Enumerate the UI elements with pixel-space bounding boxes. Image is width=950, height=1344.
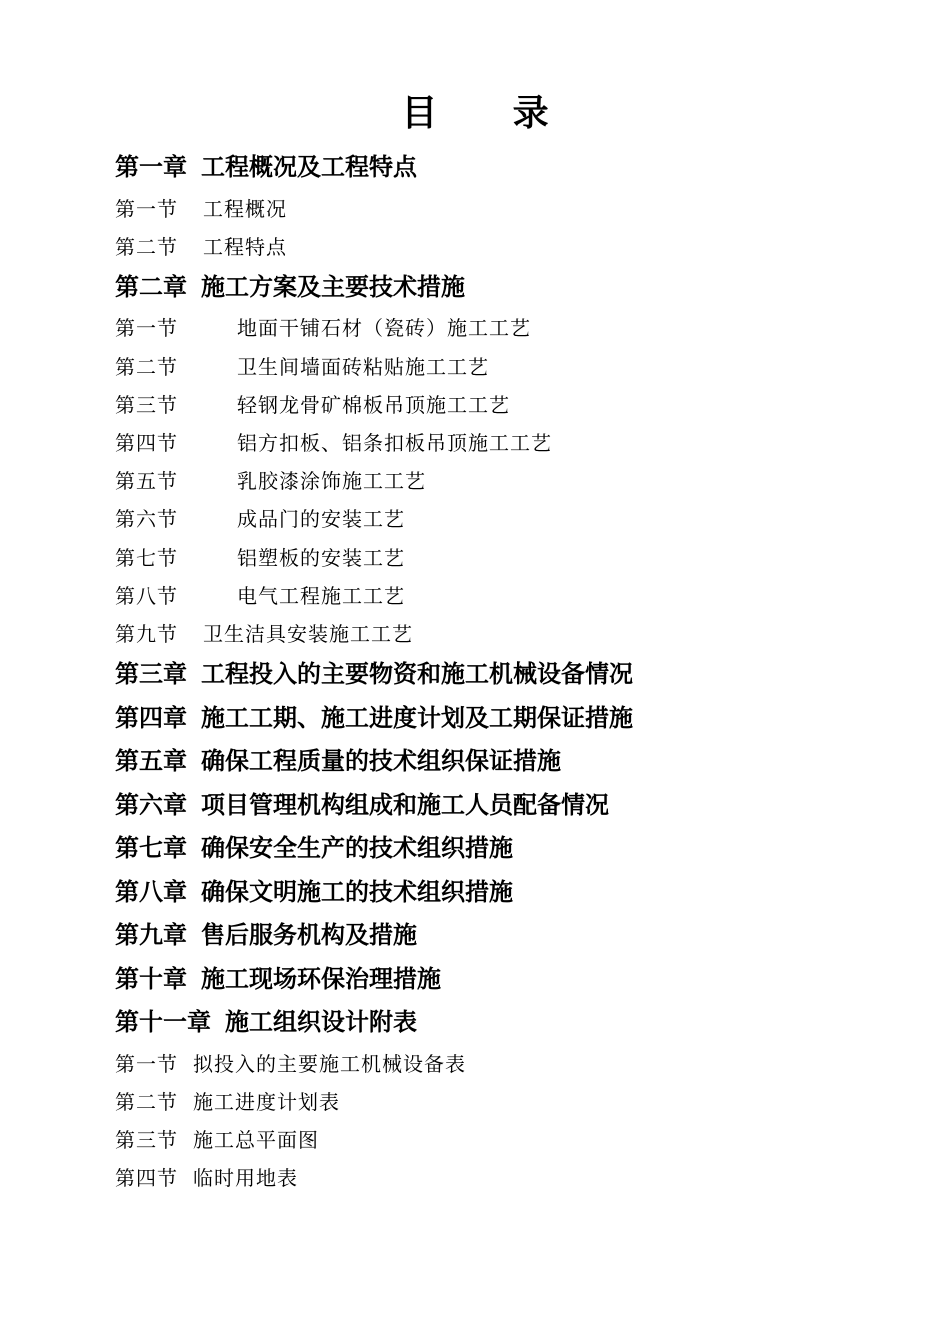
toc-chapter[interactable]	[115, 871, 915, 915]
toc-section[interactable]	[115, 348, 915, 386]
section-number: 第一节	[115, 196, 178, 221]
toc-chapter[interactable]	[115, 1001, 915, 1045]
section-number: 第三节	[115, 1127, 178, 1152]
section-title: 铝塑板的安装工艺	[237, 545, 405, 570]
section-title: 轻钢龙骨矿棉板吊顶施工工艺	[237, 392, 510, 417]
toc-section[interactable]	[115, 424, 915, 462]
section-number: 第八节	[115, 583, 178, 608]
section-title: 施工总平面图	[193, 1127, 319, 1152]
chapter-title: 项目管理机构组成和施工人员配备情况	[201, 790, 609, 819]
toc-section[interactable]	[115, 386, 915, 424]
toc-chapter[interactable]	[115, 146, 915, 190]
toc-section[interactable]	[115, 190, 915, 228]
toc-section[interactable]	[115, 1045, 915, 1083]
chapter-title: 确保安全生产的技术组织措施	[201, 834, 513, 863]
section-number: 第二节	[115, 234, 178, 259]
section-title: 铝方扣板、铝条扣板吊顶施工工艺	[237, 430, 552, 455]
chapter-number: 第十一章	[115, 1008, 211, 1037]
section-number: 第一节	[115, 316, 178, 341]
chapter-title: 工程概况及工程特点	[201, 153, 417, 181]
toc-section[interactable]	[115, 577, 915, 615]
toc-chapter[interactable]	[115, 740, 915, 784]
chapter-title: 施工工期、施工进度计划及工期保证措施	[201, 703, 633, 732]
toc-section[interactable]	[115, 539, 915, 577]
toc-chapter[interactable]	[115, 827, 915, 871]
chapter-number: 第三章	[115, 660, 187, 689]
section-number: 第九节	[115, 621, 178, 646]
chapter-number: 第十章	[115, 964, 187, 993]
toc-section[interactable]	[115, 1159, 915, 1197]
toc-chapter[interactable]	[115, 266, 915, 310]
chapter-title: 售后服务机构及措施	[201, 921, 417, 950]
section-title: 工程特点	[203, 234, 287, 259]
chapter-title: 确保文明施工的技术组织措施	[201, 877, 513, 906]
section-number: 第三节	[115, 392, 178, 417]
chapter-title: 施工组织设计附表	[225, 1008, 417, 1037]
toc-chapter[interactable]	[115, 784, 915, 828]
toc-section[interactable]	[115, 1121, 915, 1159]
section-number: 第五节	[115, 469, 178, 494]
section-title: 卫生洁具安装施工工艺	[203, 621, 413, 646]
section-number: 第四节	[115, 1166, 178, 1191]
chapter-number: 第五章	[115, 747, 187, 776]
toc-section[interactable]	[115, 615, 915, 653]
chapter-title: 确保工程质量的技术组织保证措施	[201, 747, 561, 776]
section-number: 第四节	[115, 430, 178, 455]
section-title: 工程概况	[203, 196, 287, 221]
section-number: 第二节	[115, 1089, 178, 1114]
toc-chapter[interactable]	[115, 958, 915, 1002]
section-title: 拟投入的主要施工机械设备表	[193, 1051, 466, 1076]
section-title: 成品门的安装工艺	[237, 507, 405, 532]
section-title: 电气工程施工工艺	[237, 583, 405, 608]
toc-chapter[interactable]	[115, 697, 915, 741]
chapter-number: 第六章	[115, 790, 187, 819]
toc-section[interactable]	[115, 1083, 915, 1121]
toc-section[interactable]	[115, 309, 915, 347]
chapter-title: 工程投入的主要物资和施工机械设备情况	[201, 660, 633, 689]
chapter-number: 第九章	[115, 921, 187, 950]
section-number: 第二节	[115, 354, 178, 379]
chapter-number: 第七章	[115, 834, 187, 863]
chapter-number: 第八章	[115, 877, 187, 906]
chapter-title: 施工现场环保治理措施	[201, 964, 441, 993]
section-number: 第六节	[115, 507, 178, 532]
section-title: 临时用地表	[193, 1166, 298, 1191]
toc-chapter[interactable]	[115, 653, 915, 697]
chapter-title: 施工方案及主要技术措施	[201, 272, 465, 301]
section-title: 卫生间墙面砖粘贴施工工艺	[237, 354, 489, 379]
section-number: 第一节	[115, 1051, 178, 1076]
toc-title: 目 录	[401, 92, 549, 134]
toc-chapter[interactable]	[115, 914, 915, 958]
section-title: 乳胶漆涂饰施工工艺	[237, 469, 426, 494]
chapter-number: 第四章	[115, 703, 187, 732]
section-number: 第七节	[115, 545, 178, 570]
toc-section[interactable]	[115, 462, 915, 500]
chapter-number: 第一章	[115, 153, 187, 181]
section-title: 地面干铺石材（瓷砖）施工工艺	[237, 316, 531, 341]
toc-list	[115, 146, 915, 1197]
toc-section[interactable]	[115, 228, 915, 266]
chapter-number: 第二章	[115, 272, 187, 301]
toc-section[interactable]	[115, 500, 915, 538]
section-title: 施工进度计划表	[193, 1089, 340, 1114]
